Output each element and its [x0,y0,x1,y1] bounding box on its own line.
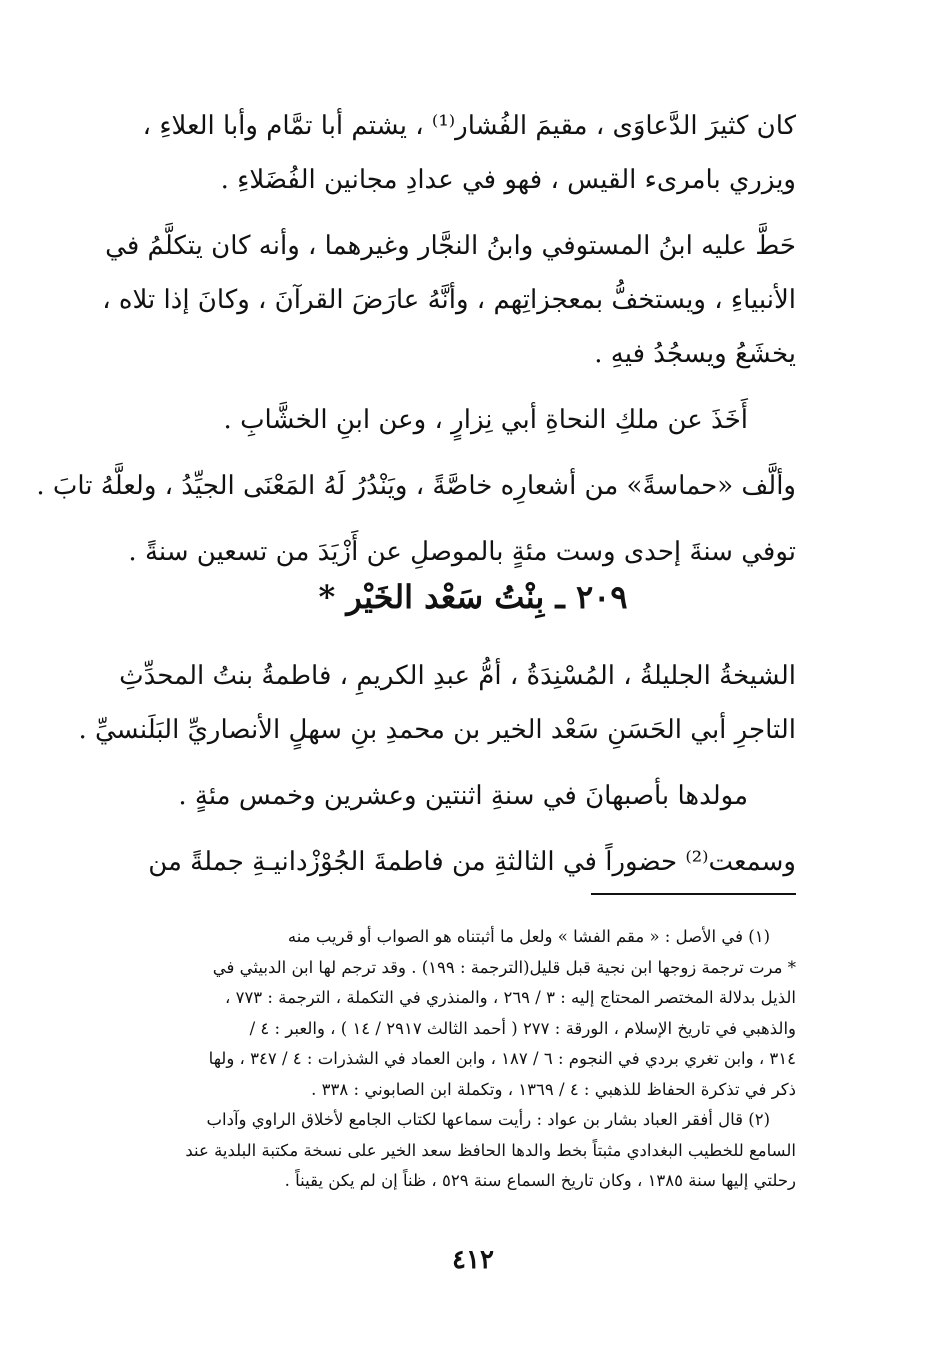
footnote [136,953,796,1106]
footnote-separator [591,893,796,895]
footnote [136,922,796,953]
text-line: ويزري بامرىء القيس ، فهو في عدادِ مجانين الفُضَلاءِ . [220,165,796,195]
footnote-line: * مرت ترجمة زوجها ابن نجية قبل قليل(الترجمة : ١٩٩) . وقد ترجم لها ابن الدبيثي في [212,957,796,977]
footnote-line: رحلتي إليها سنة ١٣٨٥ ، وكان تاريخ السماع سنة ٥٢٩ ، ظناً إن لم يكن يقيناً . [284,1171,796,1190]
paragraph [128,525,796,579]
footnote-line: والذهبي في تاريخ الإسلام ، الورقة : ٢٧٧ ( أحمد الثالث ٢٩١٧ / ١٤ ) ، والعبر : ٤ / [249,1018,796,1038]
paragraph [102,219,796,381]
paragraph [136,769,796,823]
text-line: الأنبياءِ ، ويستخفُّ بمعجزاتِهم ، وأنَّهُ عارَضَ القرآنَ ، وكانَ إذا تلاه ، [102,285,796,315]
text-line: أَخَذَ عن ملكِ النحاةِ أبي نِزارٍ ، وعن ابنِ الخشَّابِ . [223,405,748,435]
footnote-line: السامع للخطيب البغدادي مثبتاً بخط والدها الحافظ سعد الخير على نسخة مكتبة البلدية عند [185,1140,796,1160]
footnotes-block [136,922,796,1197]
footnote-line: الذيل بدلالة المختصر المحتاج إليه : ٣ / ٢٦٩ ، والمنذري في التكملة ، الترجمة : ٧٧٣ ، [225,988,796,1007]
footnote-line: (٢) قال أفقر العباد بشار بن عواد : رأيت سماعها لكتاب الجامع لأخلاق الراوي وآداب [206,1110,770,1129]
text-line: مولدها بأصبهانَ في سنةِ اثنتين وعشرين وخمس مئةٍ . [178,781,748,811]
text-line: كان كثيرَ الدَّعاوَى ، مقيمَ الفُشار⁽¹⁾ ، يشتم أبا تمَّام وأبا العلاءِ ، [142,111,796,141]
footnote [136,1105,796,1197]
footnote-line: ٣١٤ ، وابن تغري بردي في النجوم : ٦ / ١٨٧ ، وابن العماد في الشذرات : ٤ / ٣٤٧ ، ولها [208,1049,796,1068]
footnote-line: ذكر في تذكرة الحفاظ للذهبي : ٤ / ١٣٦٩ ، وتكملة ابن الصابوني : ٣٣٨ . [311,1079,796,1099]
paragraph [136,99,796,207]
entry-heading: ٢٠٩ ـ بِنْتُ سَعْد الخَيْر * [318,578,628,616]
paragraph [136,393,796,447]
footnote-line: (١) في الأصل : « مقم الفشا » ولعل ما أثبتناه هو الصواب أو قريب منه [287,927,770,946]
text-line: وألَّف «حماسةً» من أشعارِه خاصَّةً ، ويَنْدُرُ لَهُ المَعْنَى الجيِّدُ ، ولعلَّهُ تابَ . [36,471,796,501]
paragraph [36,459,796,513]
main-text-block [36,99,796,579]
text-line: التاجرِ أبي الحَسَنِ سَعْد الخير بن محمدِ بنِ سهلٍ الأنصاريِّ البَلَنسيِّ . [78,715,796,745]
text-line: حَطَّ عليه ابنُ المستوفي وابنُ النجَّار وغيرهما ، وأنه كان يتكلَّمُ في [105,231,796,261]
text-line: يخشَعُ ويسجُدُ فيهِ . [594,339,796,369]
page-number: ٤١٢ [452,1245,494,1275]
text-line: الشيخةُ الجليلةُ ، المُسْنِدَةُ ، أمُّ عبدِ الكريمِ ، فاطمةُ بنتُ المحدِّثِ [119,661,796,691]
paragraph [78,649,796,757]
entry-text-block [78,649,796,889]
text-line: وسمعت⁽²⁾ حضوراً في الثالثةِ من فاطمةَ الجُوْزْدانيـةِ جملةً من [148,847,796,877]
paragraph [136,835,796,889]
text-line: توفي سنةَ إحدى وست مئةٍ بالموصلِ عن أَزْيَدَ من تسعين سنةً . [128,537,796,567]
